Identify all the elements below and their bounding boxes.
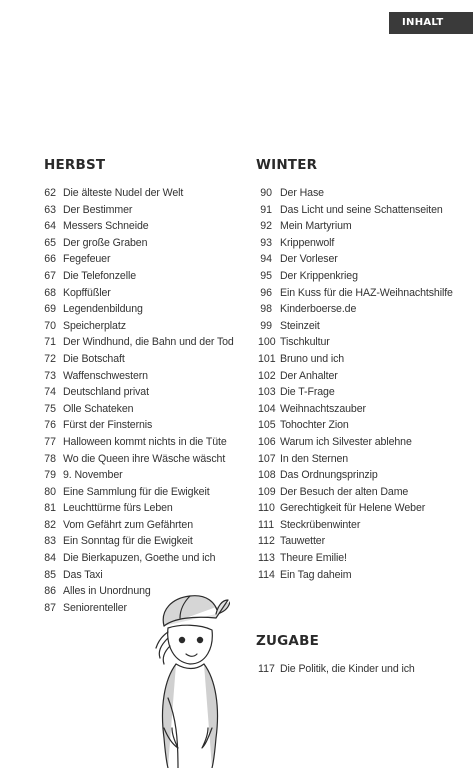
toc-entry-title: Der große Graben <box>63 236 148 249</box>
toc-page-number: 85 <box>44 568 56 581</box>
toc-page-number: 110 <box>258 502 275 515</box>
toc-page-number: 79 <box>44 469 56 482</box>
toc-entry-title: Krippenwolf <box>280 236 335 249</box>
toc-entry <box>44 301 244 318</box>
toc-page-number: 78 <box>44 452 56 465</box>
toc-entry <box>44 334 244 351</box>
toc-page-number: 64 <box>44 220 56 233</box>
toc-page-number: 114 <box>258 568 275 581</box>
toc-page-number: 109 <box>258 485 276 498</box>
toc-entry <box>258 550 471 567</box>
toc-page-number: 101 <box>258 352 276 365</box>
toc-page-number: 81 <box>44 502 56 515</box>
toc-entry-title: Tischkultur <box>280 336 330 349</box>
toc-entry <box>258 500 471 517</box>
toc-entry-title: 9. November <box>63 469 123 482</box>
toc-entry-title: Die Botschaft <box>63 352 125 365</box>
toc-page-number: 111 <box>258 518 275 531</box>
toc-entry <box>258 567 471 584</box>
toc-entry-title: Das Taxi <box>63 568 103 581</box>
toc-entry <box>258 384 471 401</box>
toc-entry-title: Der Besuch der alten Dame <box>280 485 409 498</box>
toc-entry-title: Der Vorleser <box>280 253 338 266</box>
toc-entry-title: Der Bestimmer <box>63 203 133 216</box>
toc-entry <box>258 517 471 534</box>
toc-entry-title: Legendenbildung <box>63 303 143 316</box>
toc-entry-title: Leuchttürme fürs Leben <box>63 502 173 515</box>
toc-page-number: 72 <box>44 352 56 365</box>
toc-entry <box>258 351 471 368</box>
toc-entry-title: Bruno und ich <box>280 352 345 365</box>
toc-entry-title: Eine Sammlung für die Ewigkeit <box>63 485 210 498</box>
toc-entry <box>44 384 244 401</box>
toc-entry-title: Die älteste Nudel der Welt <box>63 187 184 199</box>
toc-entry <box>44 318 244 335</box>
section-tab-inhalt: INHALT <box>389 12 473 34</box>
toc-entry-title: Fürst der Finsternis <box>63 419 153 432</box>
toc-entry-title: Weihnachtszauber <box>280 402 366 415</box>
toc-entry <box>44 401 244 418</box>
toc-entry <box>44 218 244 235</box>
toc-page-number: 83 <box>44 535 56 548</box>
toc-entry <box>258 401 471 418</box>
toc-entry-title: Vom Gefährt zum Gefährten <box>63 518 193 531</box>
toc-entry-title: In den Sternen <box>280 452 349 465</box>
toc-page-number: 75 <box>44 402 56 415</box>
toc-page-number: 94 <box>260 253 272 266</box>
toc-entry-title: Der Hase <box>280 187 324 199</box>
toc-page-number: 104 <box>258 402 276 415</box>
column-zugabe <box>256 632 471 678</box>
toc-entry <box>44 451 244 468</box>
toc-entry <box>260 235 471 252</box>
toc-entry-title: Die Telefonzelle <box>63 269 136 282</box>
toc-page-number: 93 <box>260 236 272 249</box>
column-herbst <box>44 156 244 616</box>
toc-entry-title: Ein Sonntag für die Ewigkeit <box>63 535 193 548</box>
toc-entry <box>258 661 471 678</box>
toc-entry-title: Olle Schateken <box>63 402 134 415</box>
toc-entry-title: Kinderboerse.de <box>280 303 357 316</box>
toc-entry-title: Der Krippenkrieg <box>280 269 358 282</box>
toc-page-number: 113 <box>258 552 275 565</box>
toc-entry <box>258 451 471 468</box>
toc-entry <box>258 467 471 484</box>
toc-entry-title: Wo die Queen ihre Wäsche wäscht <box>63 452 226 465</box>
toc-page-number: 106 <box>258 435 276 448</box>
toc-entry-title: Der Anhalter <box>280 369 338 382</box>
toc-page-number: 76 <box>44 419 56 432</box>
toc-page-number: 70 <box>44 319 56 332</box>
toc-page-number: 69 <box>44 303 56 316</box>
toc-page-number: 100 <box>258 336 276 349</box>
toc-entry-title: Gerechtigkeit für Helene Weber <box>280 502 426 515</box>
toc-entry <box>258 434 471 451</box>
toc-page-number: 73 <box>44 369 56 382</box>
toc-entry-title: Alles in Unordnung <box>63 585 151 598</box>
toc-page-number: 90 <box>260 187 272 199</box>
toc-page-number: 99 <box>260 319 272 332</box>
toc-page-number: 103 <box>258 386 276 399</box>
toc-page-number: 82 <box>44 518 56 531</box>
toc-entry-title: Waffenschwestern <box>63 369 148 382</box>
toc-entry <box>258 484 471 501</box>
toc-page-number: 107 <box>258 452 276 465</box>
toc-entry-title: Ein Tag daheim <box>280 568 352 581</box>
toc-entry-title: Tohochter Zion <box>280 419 349 432</box>
toc-page-number: 96 <box>260 286 272 299</box>
toc-page-number: 98 <box>260 303 272 316</box>
toc-entry <box>260 301 471 318</box>
toc-entry-title: Halloween kommt nichts in die Tüte <box>63 435 227 448</box>
toc-page-number: 108 <box>258 469 276 482</box>
toc-entry-title: Theure Emilie! <box>280 552 347 565</box>
toc-entry <box>260 251 471 268</box>
toc-page-number: 86 <box>44 585 56 598</box>
toc-page-number: 77 <box>44 435 56 448</box>
toc-page-number: 66 <box>44 253 56 266</box>
section-title-zugabe: ZUGABE <box>256 633 319 649</box>
toc-entry <box>260 318 471 335</box>
toc-entry <box>260 268 471 285</box>
toc-page-number: 65 <box>44 236 56 249</box>
toc-entry-title: Die Bierkapuzen, Goethe und ich <box>63 552 216 565</box>
toc-entry-title: Die T-Frage <box>280 386 335 399</box>
section-title-winter: WINTER <box>256 157 318 173</box>
toc-entry <box>44 417 244 434</box>
toc-entry <box>258 334 471 351</box>
toc-page-number: 105 <box>258 419 276 432</box>
toc-entry <box>44 368 244 385</box>
toc-entry <box>258 417 471 434</box>
toc-page-number: 71 <box>44 336 56 349</box>
toc-entry-title: Seniorenteller <box>63 601 127 614</box>
toc-entry <box>44 484 244 501</box>
toc-page-number: 112 <box>258 535 275 548</box>
toc-entry <box>44 185 244 202</box>
toc-entry <box>44 533 244 550</box>
toc-page-number: 117 <box>258 663 275 675</box>
toc-entry-title: Steckrübenwinter <box>280 518 361 531</box>
toc-entry-title: Das Ordnungsprinzip <box>280 469 378 482</box>
toc-entry-title: Deutschland privat <box>63 386 149 399</box>
child-with-cap-drawing-icon <box>150 588 230 768</box>
toc-entry <box>44 550 244 567</box>
toc-entry-title: Steinzeit <box>280 319 320 332</box>
toc-list-herbst <box>44 185 244 616</box>
toc-entry-title: Mein Martyrium <box>280 220 352 233</box>
toc-page-number: 92 <box>260 220 272 233</box>
toc-page-number: 91 <box>260 203 272 216</box>
toc-page-number: 84 <box>44 552 56 565</box>
toc-page-number: 68 <box>44 286 56 299</box>
toc-entry <box>44 500 244 517</box>
toc-entry <box>44 567 244 584</box>
toc-entry-title: Die Politik, die Kinder und ich <box>280 663 415 675</box>
toc-entry-title: Warum ich Silvester ablehne <box>280 435 412 448</box>
toc-entry-title: Ein Kuss für die HAZ-Weihnachtshilfe <box>280 286 453 299</box>
toc-entry-title: Tauwetter <box>280 535 326 548</box>
toc-entry-title: Fegefeuer <box>63 253 111 266</box>
toc-entry-title: Messers Schneide <box>63 220 149 233</box>
toc-entry <box>44 285 244 302</box>
toc-entry <box>44 235 244 252</box>
toc-page-number: 62 <box>44 187 56 199</box>
toc-entry <box>44 467 244 484</box>
toc-entry <box>260 185 471 202</box>
toc-entry <box>44 268 244 285</box>
toc-page-number: 63 <box>44 203 56 216</box>
toc-entry <box>44 202 244 219</box>
toc-entry <box>260 285 471 302</box>
column-winter <box>256 156 471 583</box>
toc-page-number: 80 <box>44 485 56 498</box>
toc-entry-title: Der Windhund, die Bahn und der Tod <box>63 336 234 349</box>
toc-page-number: 67 <box>44 269 56 282</box>
toc-list-zugabe <box>256 661 471 678</box>
toc-entry <box>44 251 244 268</box>
section-title-herbst: HERBST <box>44 157 106 173</box>
toc-entry <box>258 533 471 550</box>
toc-entry-title: Kopffüßler <box>63 286 111 299</box>
toc-entry <box>44 517 244 534</box>
toc-page-number: 74 <box>44 386 56 399</box>
toc-list-winter <box>256 185 471 583</box>
toc-entry-title: Speicherplatz <box>63 319 126 332</box>
toc-page-number: 102 <box>258 369 276 382</box>
toc-entry <box>258 368 471 385</box>
toc-entry <box>44 351 244 368</box>
toc-entry <box>44 434 244 451</box>
toc-entry-title: Das Licht und seine Schattenseiten <box>280 203 443 216</box>
toc-page-number: 95 <box>260 269 272 282</box>
toc-page-number: 87 <box>44 601 56 614</box>
toc-entry <box>260 218 471 235</box>
toc-entry <box>260 202 471 219</box>
